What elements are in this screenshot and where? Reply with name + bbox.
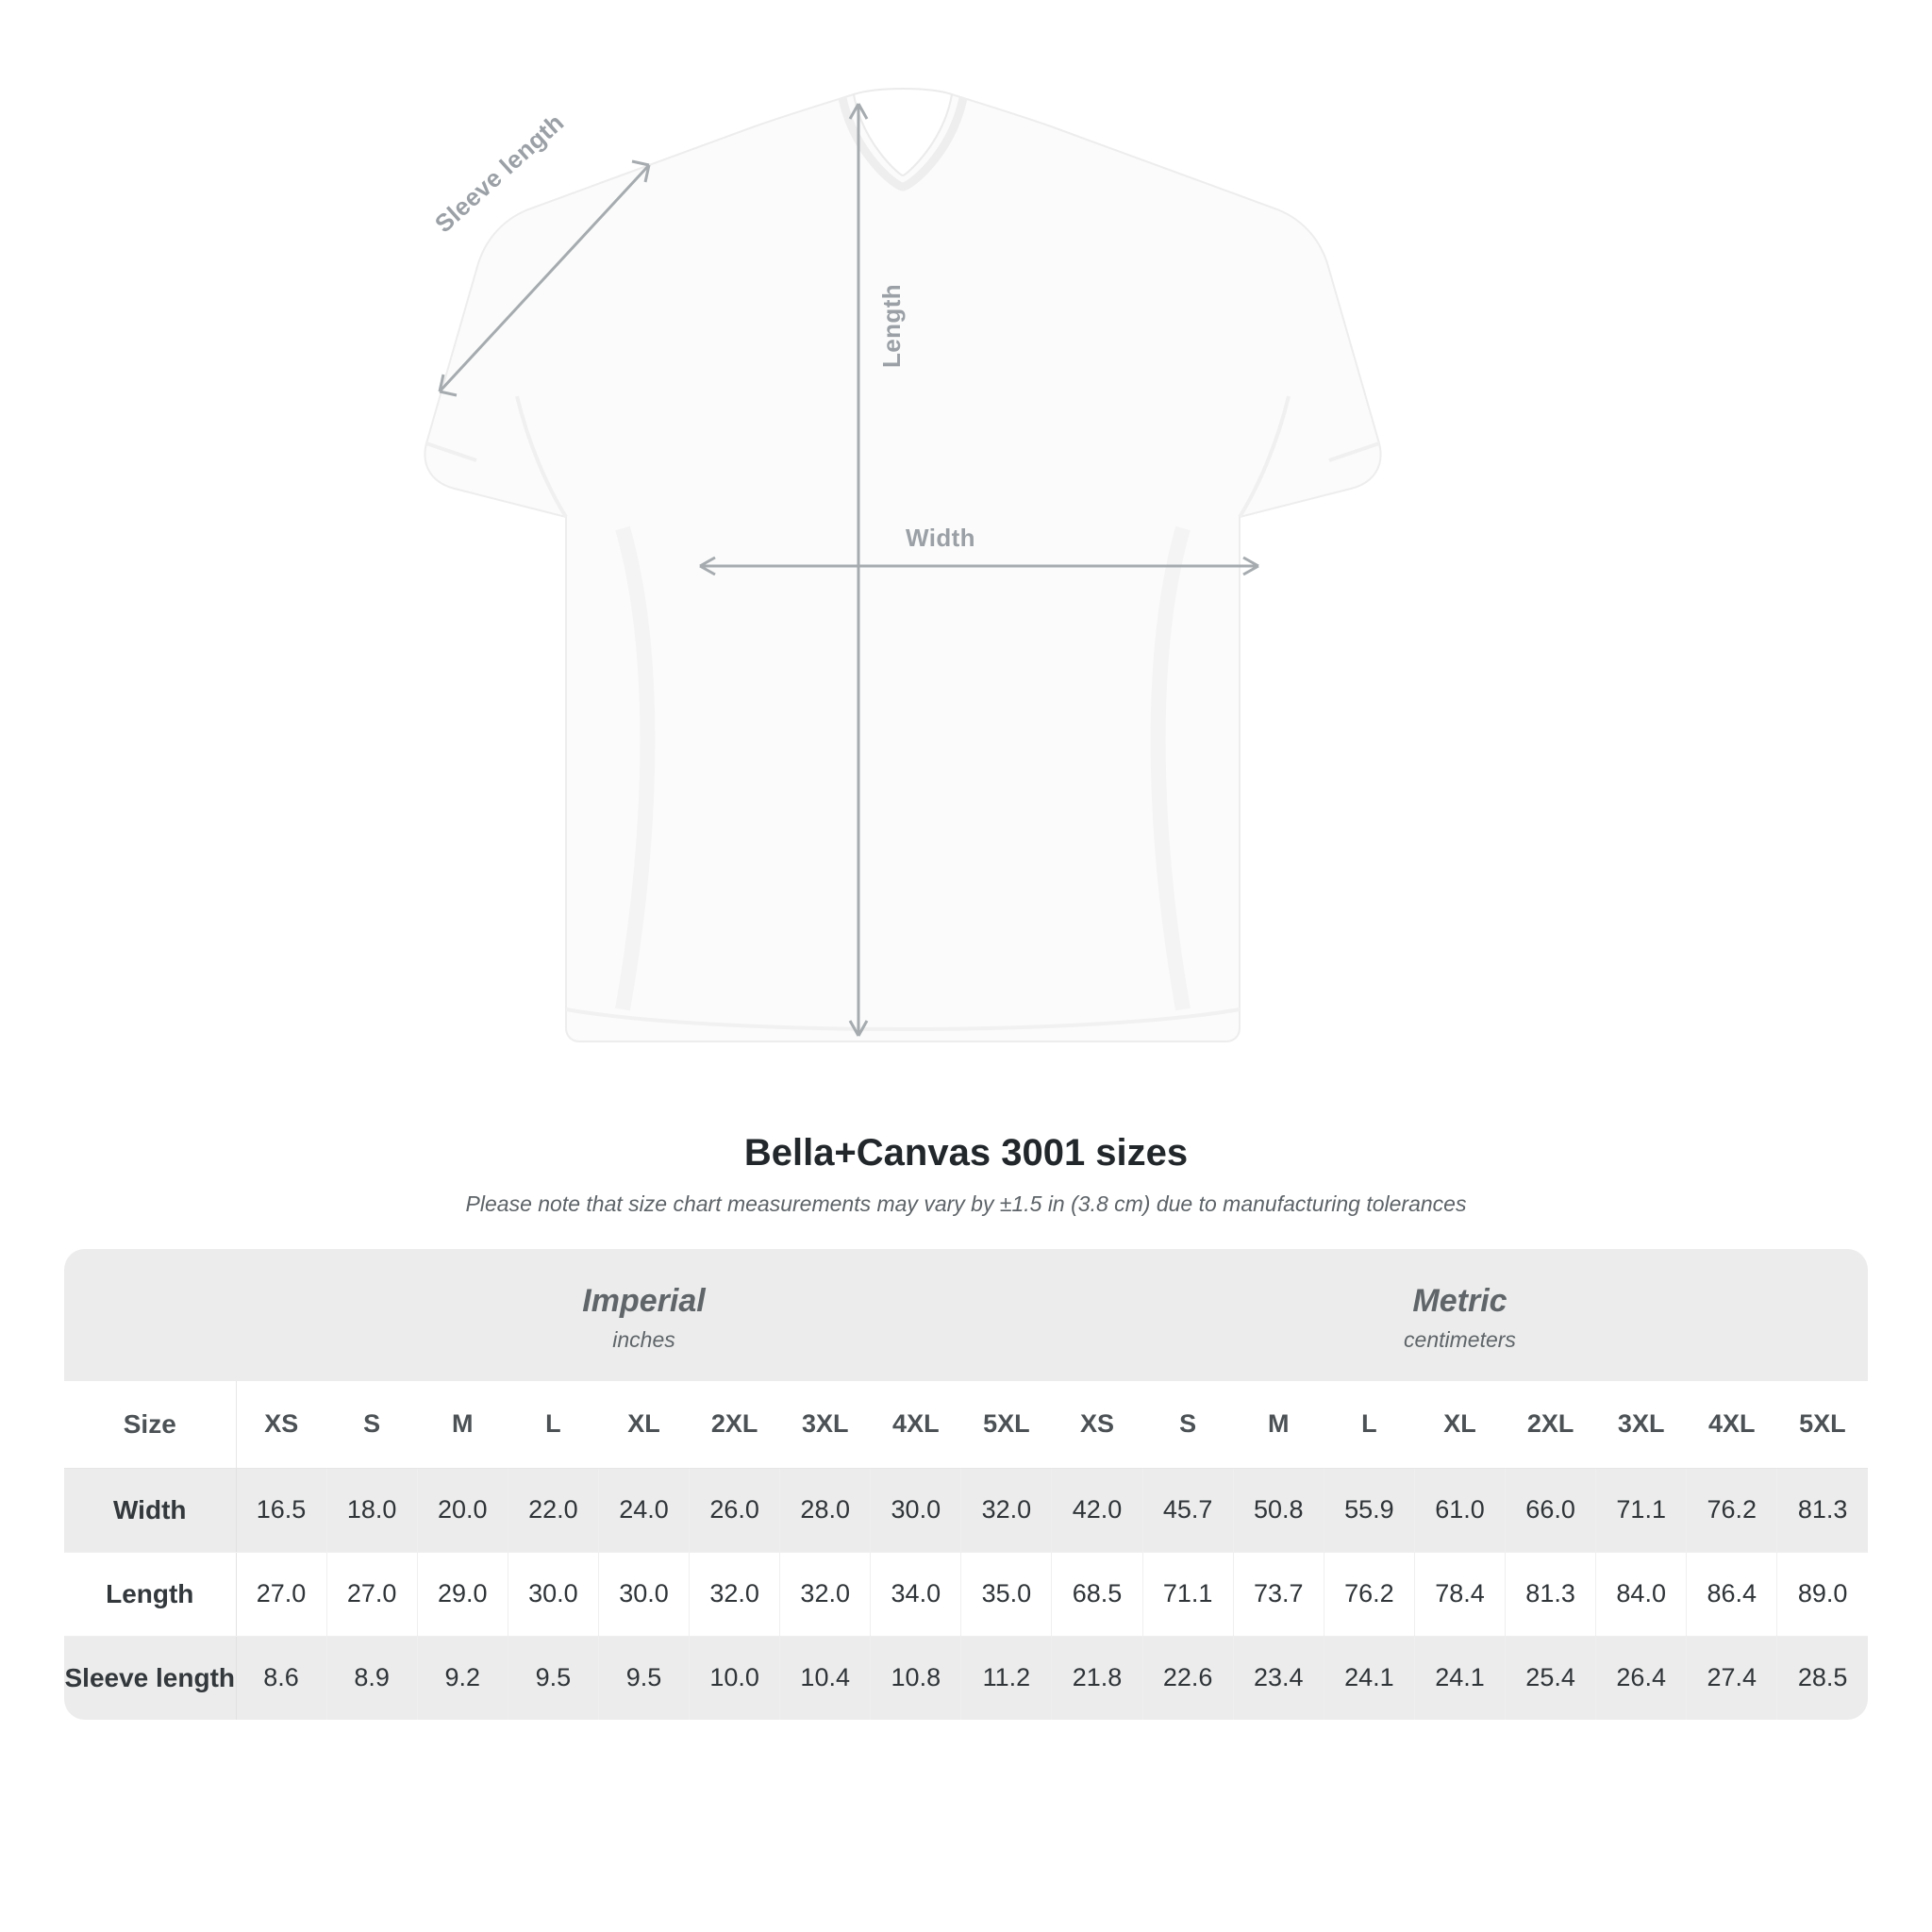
measurement-cell: 10.4	[780, 1636, 871, 1720]
measurement-cell: 61.0	[1414, 1468, 1505, 1552]
measurement-cell: 32.0	[780, 1552, 871, 1636]
measurement-cell: 30.0	[598, 1552, 689, 1636]
sleeve-length-label: Sleeve length	[429, 108, 570, 239]
measurement-cell: 50.8	[1233, 1468, 1324, 1552]
measurement-cell: 55.9	[1324, 1468, 1414, 1552]
row-label-sleeve-length: Sleeve length	[64, 1636, 236, 1720]
measurement-cell: 78.4	[1414, 1552, 1505, 1636]
measurement-cell: 29.0	[417, 1552, 508, 1636]
unit-header-metric	[1052, 1249, 1868, 1381]
measurement-cell: 24.1	[1324, 1636, 1414, 1720]
size-table	[64, 1249, 1868, 1720]
measurement-cell: 22.0	[508, 1468, 598, 1552]
size-column-header: XL	[1414, 1381, 1505, 1469]
row-label-length: Length	[64, 1552, 236, 1636]
unit-name: Imperial	[582, 1283, 706, 1319]
measurement-cell: 27.0	[236, 1552, 326, 1636]
measurement-cell: 42.0	[1052, 1468, 1142, 1552]
measurement-cell: 8.6	[236, 1636, 326, 1720]
measurement-cell: 73.7	[1233, 1552, 1324, 1636]
measurement-cell: 10.0	[690, 1636, 780, 1720]
size-table-wrapper	[64, 1249, 1868, 1720]
measurement-cell: 22.6	[1142, 1636, 1233, 1720]
length-label: Length	[877, 283, 906, 368]
measurement-cell: 8.9	[326, 1636, 417, 1720]
measurement-cell: 28.0	[780, 1468, 871, 1552]
measurement-cell: 32.0	[961, 1468, 1052, 1552]
size-column-header: 4XL	[871, 1381, 961, 1469]
measurement-cell: 23.4	[1233, 1636, 1324, 1720]
size-column-header: 3XL	[780, 1381, 871, 1469]
measurement-cell: 24.0	[598, 1468, 689, 1552]
measurement-cell: 45.7	[1142, 1468, 1233, 1552]
measurement-cell: 32.0	[690, 1552, 780, 1636]
measurement-cell: 21.8	[1052, 1636, 1142, 1720]
size-column-header: XL	[598, 1381, 689, 1469]
size-column-header: L	[508, 1381, 598, 1469]
measurement-cell: 71.1	[1596, 1468, 1687, 1552]
width-label: Width	[906, 524, 975, 552]
unit-header-imperial	[236, 1249, 1052, 1381]
table-row	[64, 1468, 1868, 1552]
measurement-cell: 30.0	[508, 1552, 598, 1636]
measurement-cell: 84.0	[1596, 1552, 1687, 1636]
unit-header-row	[64, 1249, 1868, 1381]
row-label-width: Width	[64, 1468, 236, 1552]
size-column-header: S	[326, 1381, 417, 1469]
measurement-cell: 9.2	[417, 1636, 508, 1720]
measurement-cell: 76.2	[1687, 1468, 1777, 1552]
measurement-cell: 16.5	[236, 1468, 326, 1552]
measurement-cell: 20.0	[417, 1468, 508, 1552]
measurement-cell: 24.1	[1414, 1636, 1505, 1720]
table-row	[64, 1636, 1868, 1720]
measurement-cell: 71.1	[1142, 1552, 1233, 1636]
size-column-header: XS	[1052, 1381, 1142, 1469]
size-column-header: 3XL	[1596, 1381, 1687, 1469]
size-header-label: Size	[64, 1381, 236, 1469]
measurement-cell: 35.0	[961, 1552, 1052, 1636]
measurement-cell: 30.0	[871, 1468, 961, 1552]
measurement-cell: 68.5	[1052, 1552, 1142, 1636]
measurement-cell: 26.0	[690, 1468, 780, 1552]
unit-name: Metric	[1412, 1283, 1507, 1319]
measurement-cell: 66.0	[1506, 1468, 1596, 1552]
measurement-cell: 9.5	[508, 1636, 598, 1720]
tolerance-note: Please note that size chart measurements may vary by ±1.5 in (3.8 cm) due to manufacturing tolerances	[465, 1191, 1467, 1216]
table-row	[64, 1552, 1868, 1636]
size-column-header: L	[1324, 1381, 1414, 1469]
measurement-cell: 9.5	[598, 1636, 689, 1720]
unit-row-spacer	[64, 1249, 236, 1381]
size-column-header: M	[417, 1381, 508, 1469]
size-column-header: 2XL	[690, 1381, 780, 1469]
measurement-cell: 34.0	[871, 1552, 961, 1636]
measurement-cell: 81.3	[1506, 1552, 1596, 1636]
size-column-header: 4XL	[1687, 1381, 1777, 1469]
measurement-cell: 25.4	[1506, 1636, 1596, 1720]
measurement-cell: 89.0	[1777, 1552, 1868, 1636]
measurement-cell: 81.3	[1777, 1468, 1868, 1552]
measurement-cell: 27.0	[326, 1552, 417, 1636]
size-column-header: 5XL	[961, 1381, 1052, 1469]
measurement-cell: 10.8	[871, 1636, 961, 1720]
measurement-cell: 28.5	[1777, 1636, 1868, 1720]
measurement-cell: 27.4	[1687, 1636, 1777, 1720]
title-block	[0, 1132, 1932, 1217]
size-column-header: S	[1142, 1381, 1233, 1469]
size-column-header: 2XL	[1506, 1381, 1596, 1469]
size-column-header: 5XL	[1777, 1381, 1868, 1469]
unit-subtitle: inches	[612, 1326, 675, 1352]
measurement-cell: 18.0	[326, 1468, 417, 1552]
size-column-header: XS	[236, 1381, 326, 1469]
unit-subtitle: centimeters	[1404, 1326, 1516, 1352]
size-header-row	[64, 1381, 1868, 1469]
measurement-cell: 86.4	[1687, 1552, 1777, 1636]
measurement-cell: 26.4	[1596, 1636, 1687, 1720]
measurement-cell: 11.2	[961, 1636, 1052, 1720]
measurement-cell: 76.2	[1324, 1552, 1414, 1636]
size-column-header: M	[1233, 1381, 1324, 1469]
page-title: Bella+Canvas 3001 sizes	[743, 1132, 1189, 1174]
